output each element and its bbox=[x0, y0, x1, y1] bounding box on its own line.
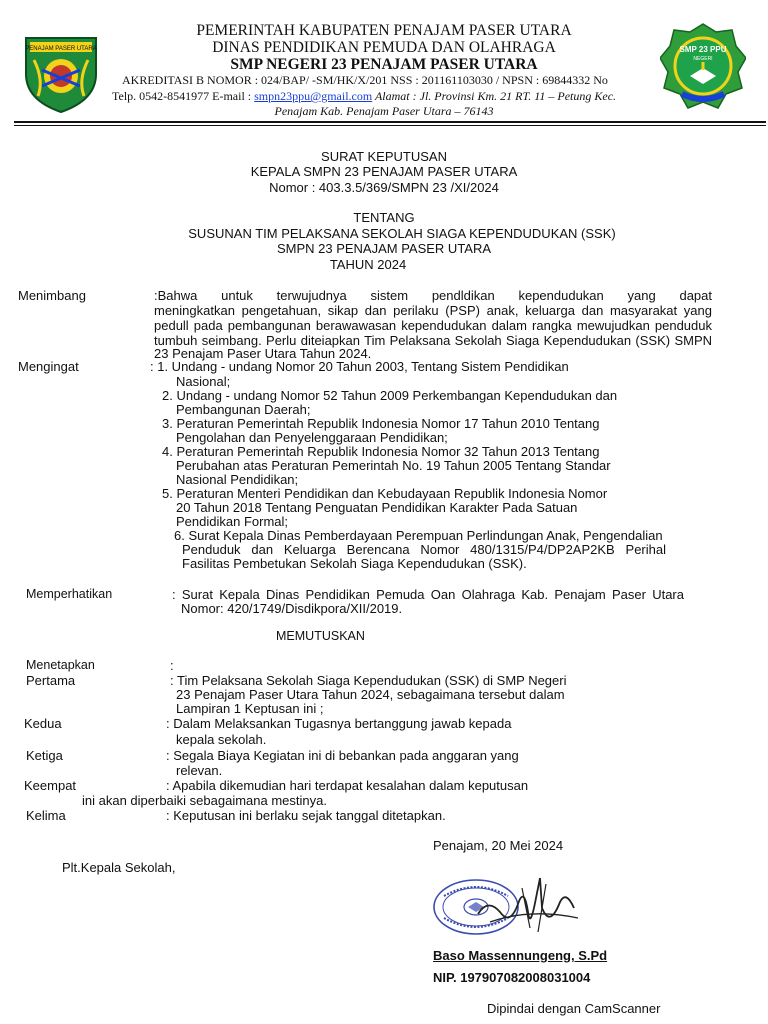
mengingat-label: Mengingat bbox=[18, 359, 79, 374]
letterhead-address: Penajam Kab. Penajam Paser Utara – 76143 bbox=[274, 104, 494, 118]
mengingat-item-3: 3. Peraturan Pemerintah Republik Indonesia Nomor 17 Tahun 2010 Tentang bbox=[162, 416, 600, 431]
menetapkan-label: Menetapkan bbox=[26, 658, 95, 672]
mengingat-item-1-cont: Nasional; bbox=[176, 374, 231, 389]
kelima-line: : Keputusan ini berlaku sejak tanggal ditetapkan. bbox=[166, 808, 446, 823]
mengingat-item-2-cont: Pembangunan Daerah; bbox=[176, 402, 311, 417]
menimbang-line-5: 23 Penajam Paser Utara Tahun 2024. bbox=[154, 346, 372, 361]
letterhead-school: SMP NEGERI 23 PENAJAM PASER UTARA bbox=[230, 56, 538, 73]
mengingat-item-4-cont-2: Nasional Pendidikan; bbox=[176, 472, 299, 487]
place-date: Penajam, 20 Mei 2024 bbox=[433, 838, 564, 853]
ketiga-label: Ketiga bbox=[26, 748, 63, 763]
mengingat-item-2: 2. Undang - undang Nomor 52 Tahun 2009 Perkembangan Kependudukan dan bbox=[162, 388, 618, 403]
school-logo-subtext: NEGERI bbox=[693, 56, 713, 62]
keempat-label: Keempat bbox=[24, 778, 77, 793]
menetapkan-colon: : bbox=[170, 658, 174, 673]
doc-subject-2: SMPN 23 PENAJAM PASER UTARA bbox=[276, 241, 492, 256]
letterhead-government: PEMERINTAH KABUPATEN PENAJAM PASER UTARA bbox=[196, 22, 572, 39]
menimbang-line-2: meningkatkan pengetahuan, sikap dan perilaku (PSP) anak, keluarga dan masyarakat yang bbox=[154, 303, 712, 318]
ketiga-line-1: : Segala Biaya Kegiatan ini di bebankan pada anggaran yang bbox=[166, 748, 519, 763]
memperhatikan-line-1: : Surat Kepala Dinas Pendidikan Pemuda Oan Olahraga Kab. Penajam Paser Utara bbox=[172, 587, 684, 602]
letterhead-rule-thick bbox=[14, 121, 766, 123]
mengingat-item-5-cont-2: Pendidikan Formal; bbox=[176, 514, 288, 529]
kelima-label: Kelima bbox=[26, 808, 66, 823]
email-link[interactable]: smpn23ppu@gmail.com bbox=[254, 89, 373, 103]
letterhead-contact bbox=[112, 89, 616, 103]
pertama-line-3: Lampiran 1 Keptusan ini ; bbox=[176, 701, 324, 716]
school-logo-text: SMP 23 PPU bbox=[679, 45, 727, 54]
doc-subject-3: TAHUN 2024 bbox=[329, 257, 407, 272]
pertama-line-2: 23 Penajam Paser Utara Tahun 2024, sebagaimana tersebut dalam bbox=[176, 687, 565, 702]
letterhead-agency: DINAS PENDIDIKAN PEMUDA DAN OLAHRAGA bbox=[212, 39, 556, 56]
ketiga-line-2: relevan. bbox=[176, 763, 223, 778]
mengingat-item-6: 6. Surat Kepala Dinas Pemberdayaan Perempuan Perlindungan Anak, Pengendalian bbox=[174, 528, 663, 543]
doc-subject-1: SUSUNAN TIM PELAKSANA SEKOLAH SIAGA KEPENDUDUKAN (SSK) bbox=[188, 226, 616, 241]
memperhatikan-label: Memperhatikan bbox=[26, 587, 113, 601]
mengingat-item-4-cont-1: Perubahan atas Peraturan Pemerintah No. 19 Tahun 2005 Tentang Standar bbox=[176, 458, 611, 473]
doc-issuer: KEPALA SMPN 23 PENAJAM PASER UTARA bbox=[250, 164, 518, 179]
menimbang-line-4: tumbuh seimbang. Perlu diteiapkan Tim Pelaksana Sekolah Siaga Kependudukan (SSK) SMPN bbox=[154, 333, 712, 348]
regency-logo-band-text: PENAJAM PASER UTARA bbox=[25, 46, 97, 52]
menimbang-line-1: :Bahwa untuk terwujudnya sistem pendldikan kependudukan yang dapat bbox=[154, 288, 712, 303]
mengingat-item-4: 4. Peraturan Pemerintah Republik Indonesia Nomor 32 Tahun 2013 Tentang bbox=[162, 444, 600, 459]
doc-title: SURAT KEPUTUSAN bbox=[321, 149, 447, 164]
signer-name: Baso Massennungeng, S.Pd bbox=[433, 948, 608, 963]
signer-position: Plt.Kepala Sekolah, bbox=[62, 860, 176, 875]
mengingat-item-3-cont: Pengolahan dan Penyelenggaraan Pendidikan; bbox=[176, 430, 448, 445]
kedua-line-2: kepala sekolah. bbox=[176, 732, 267, 747]
mengingat-item-1: : 1. Undang - undang Nomor 20 Tahun 2003, Tentang Sistem Pendidikan bbox=[150, 359, 569, 374]
doc-about: TENTANG bbox=[353, 210, 415, 225]
letterhead-accreditation: AKREDITASI B NOMOR : 024/BAP/ -SM/HK/X/201 NSS : 201161103030 / NPSN : 69844332 No bbox=[122, 73, 608, 87]
school-logo bbox=[660, 22, 746, 114]
menimbang-line-3: pedull pada pembangunan berawawasan kependudukan dalam rangka mewujudkan penduduk bbox=[154, 318, 712, 333]
kedua-line-1: : Dalam Melaksankan Tugasnya bertanggung jawab kepada bbox=[166, 716, 512, 731]
mengingat-item-6-cont-2: Fasilitas Pembetukan Sekolah Siaga Kependudukan (SSK). bbox=[182, 556, 527, 571]
letterhead-rule-thin bbox=[14, 125, 766, 126]
mengingat-item-5-cont-1: 20 Tahun 2018 Tentang Penguatan Pendidikan Karakter Pada Satuan bbox=[176, 500, 578, 515]
pertama-label: Pertama bbox=[26, 673, 76, 688]
phone-text: Telp. 0542-8541977 E-mail : bbox=[112, 89, 255, 103]
scanner-footer: Dipindai dengan CamScanner bbox=[487, 1001, 661, 1016]
address-text: Alamat : Jl. Provinsi Km. 21 RT. 11 – Petung Kec. bbox=[372, 89, 617, 103]
pertama-line-1: : Tim Pelaksana Sekolah Siaga Kependudukan (SSK) di SMP Negeri bbox=[170, 673, 567, 688]
keempat-line-2: ini akan diperbaiki sebagaimana mestinya. bbox=[82, 793, 327, 808]
memutuskan-heading: MEMUTUSKAN bbox=[276, 629, 365, 643]
keempat-line-1: : Apabila dikemudian hari terdapat kesalahan dalam keputusan bbox=[166, 778, 529, 793]
kedua-label: Kedua bbox=[24, 716, 62, 731]
menimbang-label: Menimbang bbox=[18, 288, 86, 303]
memperhatikan-line-2: Nomor: 420/1749/Disdikpora/XII/2019. bbox=[181, 601, 403, 616]
mengingat-item-5: 5. Peraturan Menteri Pendidikan dan Kebudayaan Republik Indonesia Nomor bbox=[162, 486, 608, 501]
mengingat-item-6-cont-1: Penduduk dan Keluarga Berencana Nomor 480/1315/P4/DP2AP2KB Perihal bbox=[182, 542, 666, 557]
signer-nip: NIP. 197907082008031004 bbox=[433, 970, 591, 985]
handwritten-signature bbox=[470, 868, 585, 948]
doc-number: Nomor : 403.3.5/369/SMPN 23 /XI/2024 bbox=[269, 180, 499, 195]
